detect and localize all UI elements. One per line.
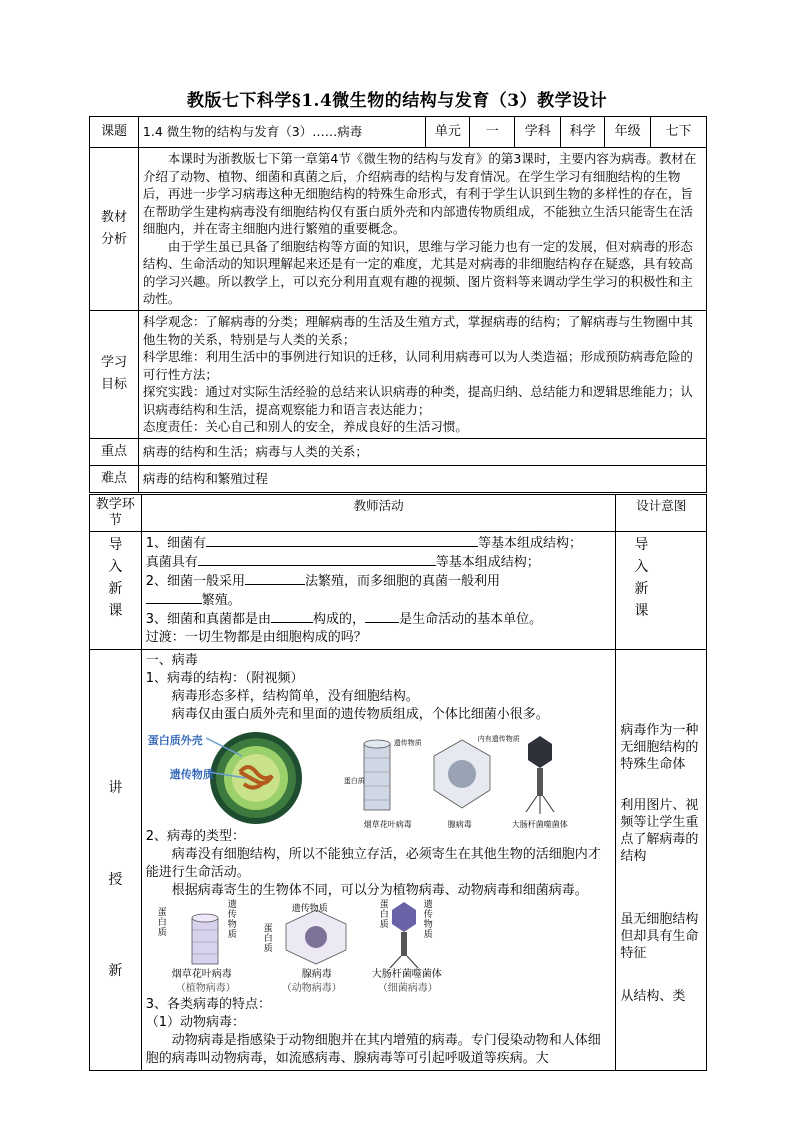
fig2-caption-adeno: 腺病毒 bbox=[301, 969, 332, 980]
fig2-caption-phage: 大肠杆菌噬菌体 bbox=[371, 969, 442, 980]
subsection-heading: 2、病毒的类型： bbox=[145, 829, 246, 844]
blank-line[interactable] bbox=[206, 534, 478, 547]
virus-diagram-image bbox=[342, 728, 570, 826]
unit-value: 一 bbox=[470, 117, 515, 148]
intent-text: 虽无细胞结构但却具有生命特征 bbox=[620, 912, 699, 961]
objectives-label-1: 学习 bbox=[100, 355, 127, 371]
intro-stage-char: 新 bbox=[108, 581, 123, 597]
fig2-caption-tmv: 烟草花叶病毒 bbox=[171, 969, 232, 980]
question-1a: 1、细菌有 等基本组成结构； bbox=[145, 536, 583, 551]
fig2-caption-tmv-type: （植物病毒） bbox=[175, 983, 236, 994]
fig2-protein-label-adeno: 蛋白质 bbox=[263, 924, 273, 954]
intro-intent-char: 新 bbox=[634, 581, 649, 597]
types-text: 病毒没有细胞结构，所以不能独立存活，必须寄生在其他生物的活细胞内才能进行生命活动。 bbox=[145, 847, 601, 880]
info-table bbox=[89, 116, 707, 493]
fig2-gene-label-adeno: 遗传物质 bbox=[291, 904, 328, 914]
intro-intent-char: 入 bbox=[634, 559, 649, 575]
objectives-content bbox=[138, 311, 706, 439]
animal-virus-text: 动物病毒是指感染于动物细胞并在其内增殖的病毒。专门侵染动物和人体细胞的病毒叫动物病毒，如流感病毒、腺病毒等可引起呼吸道等疾病。大 bbox=[145, 1033, 601, 1066]
objectives-label-2: 目标 bbox=[100, 377, 127, 393]
analysis-content bbox=[138, 148, 706, 311]
small-gene-label: 遗传物质 bbox=[393, 739, 422, 747]
subject-value: 科学 bbox=[561, 117, 605, 148]
intro-intent bbox=[616, 532, 707, 650]
question-3: 3、细菌和真菌都是由 构成的， 是生命活动的基本单位。 bbox=[145, 612, 543, 627]
intro-stage-char: 课 bbox=[108, 603, 123, 619]
question-1b: 真菌具有 等基本组成结构； bbox=[145, 555, 540, 570]
intro-intent-char: 课 bbox=[634, 603, 649, 619]
fig2-protein-label: 蛋白质 bbox=[157, 908, 167, 938]
virus-classification-figure bbox=[156, 900, 486, 996]
fig2-caption-phage-type: （细菌病毒） bbox=[377, 983, 438, 994]
subsection-heading: 1、病毒的结构：（附视频） bbox=[145, 671, 304, 686]
teach-activity bbox=[141, 650, 616, 1071]
question-2a: 2、细菌一般采用 法繁殖，而多细胞的真菌一般利用 bbox=[145, 574, 501, 589]
col-intent-header: 设计意图 bbox=[616, 495, 707, 532]
virus-structure-figure bbox=[146, 728, 612, 829]
unit-label: 单元 bbox=[426, 117, 470, 148]
intro-activity bbox=[141, 532, 616, 650]
intent-text: 病毒作为一种无细胞结构的特殊生命体 bbox=[620, 723, 699, 772]
intro-stage bbox=[90, 532, 142, 650]
col-stage-header: 教学环节 bbox=[90, 495, 142, 532]
structure-text: 病毒仅由蛋白质外壳和里面的遗传物质组成，个体比细菌小很多。 bbox=[171, 707, 549, 722]
objective-line: 态度责任：关心自己和别人的安全，养成良好的生活习惯。 bbox=[142, 419, 468, 434]
subsection-heading: 3、各类病毒的特点： bbox=[145, 997, 272, 1012]
objectives-label bbox=[90, 311, 139, 439]
label-genetic-material: 遗传物质 bbox=[169, 768, 214, 781]
section-heading: 一、病毒 bbox=[145, 653, 198, 668]
intent-text: 从结构、类 bbox=[620, 989, 686, 1004]
analysis-label-1: 教材 bbox=[100, 210, 127, 225]
analysis-para-2: 由于学生虽已具备了细胞结构等方面的知识，思维与学习能力也有一定的发展，但对病毒的形态结构、生命活动的知识理解起来还是有一定的难度，尤其是对病毒的非细胞结构存在疑惑，具有较高的学习兴趣。所以教学上，可以充分利用直观有趣的视频、图片资料等来调动学生学习的积极性和主动性。 bbox=[142, 238, 693, 306]
small-protein-label: 蛋白质 bbox=[343, 777, 365, 785]
transition: 过渡：一切生物都是由细胞构成的吗？ bbox=[145, 630, 367, 645]
key-point-text: 病毒的结构和生活；病毒与人类的关系； bbox=[138, 438, 706, 465]
intent-text: 利用图片、视频等让学生重点了解病毒的结构 bbox=[620, 798, 699, 864]
subsection-heading: （1）动物病毒： bbox=[145, 1015, 246, 1030]
types-text: 根据病毒寄生的生物体不同，可以分为植物病毒、动物病毒和细菌病毒。 bbox=[171, 883, 588, 898]
process-table bbox=[89, 494, 707, 1071]
small-gene-label-2: 内有遗传物质 bbox=[477, 735, 520, 743]
intro-stage-char: 导 bbox=[108, 537, 123, 553]
virus-photo bbox=[146, 728, 334, 826]
virus-types-diagram bbox=[342, 728, 570, 829]
caption-phage: 大肠杆菌噬菌体 bbox=[511, 820, 568, 829]
col-activity-header: 教师活动 bbox=[141, 495, 616, 532]
analysis-label bbox=[90, 148, 139, 311]
fig2-protein-label-phage: 蛋白质 bbox=[379, 900, 389, 930]
blank-line[interactable] bbox=[271, 610, 313, 623]
difficulty-label: 难点 bbox=[90, 465, 139, 492]
question-2b: 繁殖。 bbox=[146, 591, 612, 610]
grade-value: 七下 bbox=[651, 117, 707, 148]
analysis-para-1: 本课时为浙教版七下第一章第4节《微生物的结构与发育》的第3课时，主要内容为病毒。教材在介绍了动物、植物、细菌和真菌之后，介绍病毒的结构与发育情况。在学生学习有细胞结构的生物后，再进一步学习病毒这种无细胞结构的特殊生命形式，有利于学生认识到生物的多样性的存在，旨在帮助学生建构病毒没有细胞结构仅有蛋白质外壳和内部遗传物质组成，不能独立生活只能寄生在活细胞内，并在寄主细胞内进行繁殖的重要概念。 bbox=[142, 151, 697, 236]
blank-line[interactable] bbox=[365, 610, 399, 623]
topic-value: 1.4 微生物的结构与发育（3）……病毒 bbox=[138, 117, 425, 148]
caption-adeno: 腺病毒 bbox=[447, 820, 472, 829]
topic-label: 课题 bbox=[90, 117, 139, 148]
caption-tmv: 烟草花叶病毒 bbox=[363, 820, 412, 829]
grade-label: 年级 bbox=[605, 117, 651, 148]
key-point-label: 重点 bbox=[90, 438, 139, 465]
analysis-label-2: 分析 bbox=[100, 232, 127, 247]
fig2-gene-label-phage: 遗传物质 bbox=[423, 900, 433, 940]
blank-line[interactable] bbox=[146, 591, 202, 604]
teach-stage bbox=[90, 650, 142, 1071]
objective-line: 科学思维：利用生活中的事例进行知识的迁移，认同利用病毒可以为人类造福；形成预防病毒危险的可行性方法； bbox=[142, 349, 693, 382]
blank-line[interactable] bbox=[245, 572, 305, 585]
intro-stage-char: 入 bbox=[108, 559, 123, 575]
teach-stage-char: 新 bbox=[108, 963, 123, 979]
objective-line: 探究实践：通过对实际生活经验的总结来认识病毒的种类，提高归纳、总结能力和逻辑思维能力；认识病毒结构和生活，提高观察能力和语言表达能力； bbox=[142, 384, 693, 417]
difficulty-text: 病毒的结构和繁殖过程 bbox=[138, 465, 706, 492]
structure-text: 病毒形态多样，结构简单，没有细胞结构。 bbox=[171, 689, 419, 704]
blank-line[interactable] bbox=[198, 553, 436, 566]
intro-intent-char: 导 bbox=[634, 537, 649, 553]
teach-stage-char: 讲 bbox=[108, 780, 123, 796]
fig2-gene-label: 遗传物质 bbox=[227, 900, 237, 940]
teach-stage-char: 授 bbox=[108, 871, 123, 888]
label-protein-shell: 蛋白质外壳 bbox=[147, 734, 203, 747]
subject-label: 学科 bbox=[515, 117, 561, 148]
teach-intent bbox=[616, 650, 707, 1071]
fig2-caption-adeno-type: （动物病毒） bbox=[281, 983, 342, 994]
page-title: 教版七下科学§1.4微生物的结构与发育（3）教学设计 bbox=[186, 91, 608, 111]
objective-line: 科学观念：了解病毒的分类；理解病毒的生活及生殖方式，掌握病毒的结构；了解病毒与生物圈中其他生物的关系，特别是与人类的关系； bbox=[142, 314, 693, 347]
